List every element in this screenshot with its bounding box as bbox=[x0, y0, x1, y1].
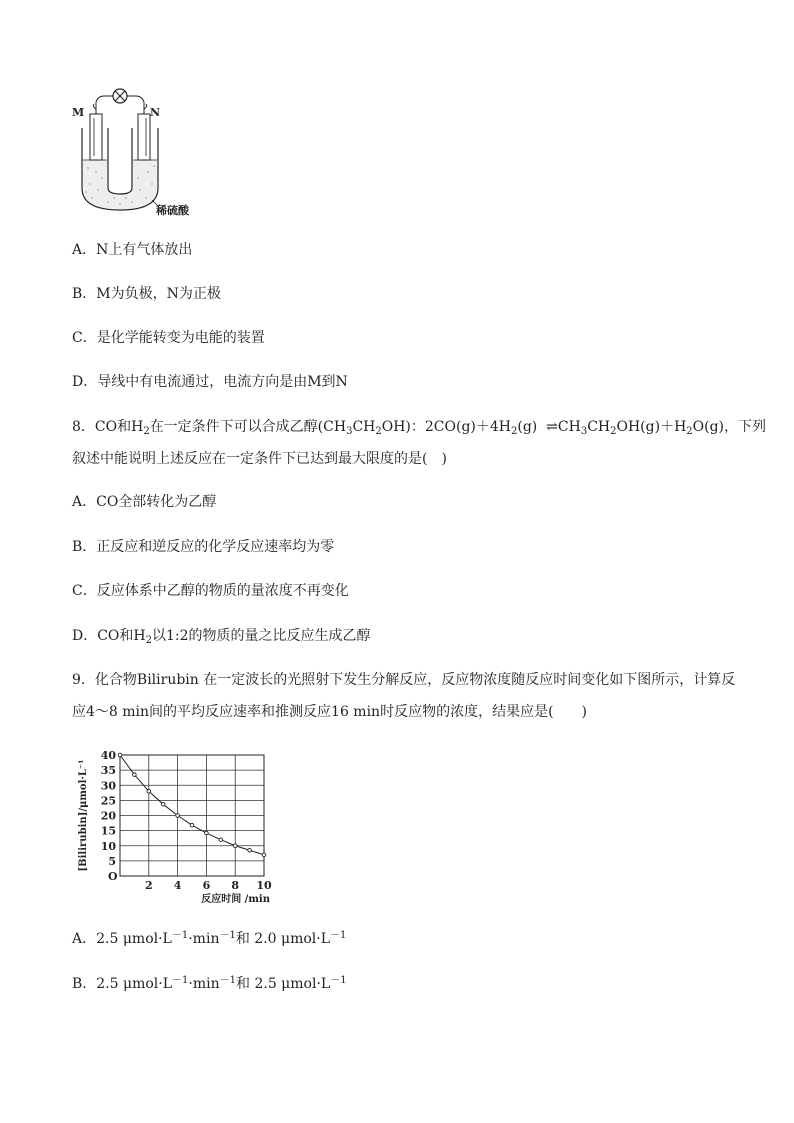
q8-stem-line2: 叙述中能说明上述反应在一定条件下已达到最大限度的是( ) bbox=[72, 451, 447, 467]
q9-text: 和 2.0 μmol·L bbox=[235, 931, 331, 947]
subscript: 2 bbox=[143, 426, 150, 437]
x-tick-label: 6 bbox=[202, 879, 211, 892]
q8-stem-line1 bbox=[72, 417, 766, 442]
sulfuric-acid-liquid bbox=[83, 160, 157, 209]
equilibrium-arrow: ⇌ bbox=[546, 419, 558, 435]
x-tick-label: 8 bbox=[231, 879, 240, 892]
q7-option-b: B．M为负极，N为正极 bbox=[72, 286, 221, 302]
q9-text: ·min bbox=[188, 976, 220, 992]
q9-text: ·min bbox=[188, 931, 220, 947]
data-point bbox=[219, 838, 223, 842]
electrode-label-m: M bbox=[72, 106, 85, 119]
q9-stem-line1: 9．化合物Bilirubin 在一定波长的光照射下发生分解反应，反应物浓度随反应时间变化如下图所示，计算反 bbox=[72, 672, 736, 688]
q8-text: O(g)，下列 bbox=[692, 419, 767, 435]
electrode-m bbox=[90, 114, 102, 160]
chart-grid bbox=[120, 755, 264, 876]
electrode-n bbox=[138, 114, 150, 160]
q8-text: D．CO和H bbox=[72, 628, 146, 644]
q7-option-c: C．是化学能转变为电能的装置 bbox=[72, 330, 265, 346]
x-tick-label: 2 bbox=[144, 879, 153, 892]
superscript: －1 bbox=[219, 975, 237, 986]
q8-option-c: C．反应体系中乙醇的物质的量浓度不再变化 bbox=[72, 583, 349, 599]
y-tick-label: 15 bbox=[100, 824, 116, 838]
q9-stem-line2: 应4～8 min间的平均反应速率和推测反应16 min时反应物的浓度，结果应是( ) bbox=[72, 704, 587, 720]
q8-text: CH bbox=[557, 419, 581, 435]
y-tick-label: 35 bbox=[100, 764, 116, 778]
y-tick-label: 40 bbox=[100, 749, 116, 762]
q8-text: CH bbox=[587, 419, 611, 435]
superscript: －1 bbox=[172, 975, 189, 986]
data-point bbox=[161, 803, 165, 807]
q8-text: 8．CO和H bbox=[72, 419, 144, 435]
bulb-icon bbox=[113, 89, 127, 103]
data-point bbox=[248, 848, 252, 852]
superscript: －1 bbox=[219, 930, 236, 941]
q7-option-a: A．N上有气体放出 bbox=[72, 242, 193, 258]
subscript: 2 bbox=[610, 426, 617, 437]
q8-text: OH(g)＋H bbox=[616, 419, 687, 435]
q8-text: (g) bbox=[517, 419, 538, 435]
q8-option-a: A．CO全部转化为乙醇 bbox=[72, 494, 217, 510]
data-point bbox=[205, 831, 209, 835]
q8-option-b: B．正反应和逆反应的化学反应速率均为零 bbox=[72, 539, 335, 555]
q8-option-d bbox=[72, 626, 371, 651]
x-tick-label: 4 bbox=[173, 879, 182, 892]
y-tick-label: 30 bbox=[100, 779, 116, 793]
acid-label: 稀硫酸 bbox=[156, 204, 189, 217]
subscript: 3 bbox=[346, 426, 353, 437]
data-point bbox=[190, 823, 194, 827]
electrode-label-n: N bbox=[150, 106, 161, 119]
u-tube-inner bbox=[108, 128, 132, 194]
subscript: 2 bbox=[145, 635, 152, 646]
y-tick-label: 10 bbox=[100, 839, 116, 853]
q9-option-a bbox=[72, 926, 346, 949]
data-point bbox=[147, 790, 151, 794]
y-axis-label: [Bilirubin]/μmol·L⁻¹ bbox=[78, 759, 89, 872]
galvanic-cell-diagram bbox=[68, 88, 218, 218]
q9-text: B．2.5 μmol·L bbox=[72, 976, 173, 992]
bilirubin-concentration-chart bbox=[70, 745, 285, 905]
wire-right bbox=[127, 96, 144, 114]
data-point bbox=[262, 853, 266, 857]
x-tick-label: 10 bbox=[256, 879, 272, 892]
data-point bbox=[176, 814, 180, 818]
data-point bbox=[133, 773, 137, 777]
q8-text: OH)：2CO(g)＋4H bbox=[381, 419, 511, 435]
q8-text: 以1:2的物质的量之比反应生成乙醇 bbox=[152, 628, 371, 644]
subscript: 3 bbox=[580, 426, 588, 437]
wire-left bbox=[96, 96, 113, 114]
y-tick-label: 25 bbox=[100, 794, 116, 808]
q8-text: 在一定条件下可以合成乙醇(CH bbox=[149, 419, 347, 435]
q9-text: 和 2.5 μmol·L bbox=[236, 976, 331, 992]
x-axis-label: 反应时间 /min bbox=[201, 894, 270, 905]
q7-option-d: D．导线中有电流通过，电流方向是由M到N bbox=[72, 374, 348, 390]
subscript: 2 bbox=[375, 426, 382, 437]
data-point bbox=[233, 844, 237, 848]
superscript: －1 bbox=[330, 975, 347, 986]
y-tick-label: 5 bbox=[108, 854, 116, 868]
subscript: 2 bbox=[686, 426, 693, 437]
superscript: －1 bbox=[171, 930, 189, 941]
subscript: 2 bbox=[511, 426, 518, 437]
superscript: －1 bbox=[330, 930, 347, 941]
data-point bbox=[118, 753, 122, 757]
origin-label: O bbox=[108, 870, 118, 883]
q8-text: CH bbox=[352, 419, 376, 435]
q9-option-b bbox=[72, 971, 347, 994]
q9-text: A．2.5 μmol·L bbox=[72, 931, 172, 947]
y-tick-label: 20 bbox=[100, 809, 116, 823]
chart-series bbox=[118, 753, 266, 856]
